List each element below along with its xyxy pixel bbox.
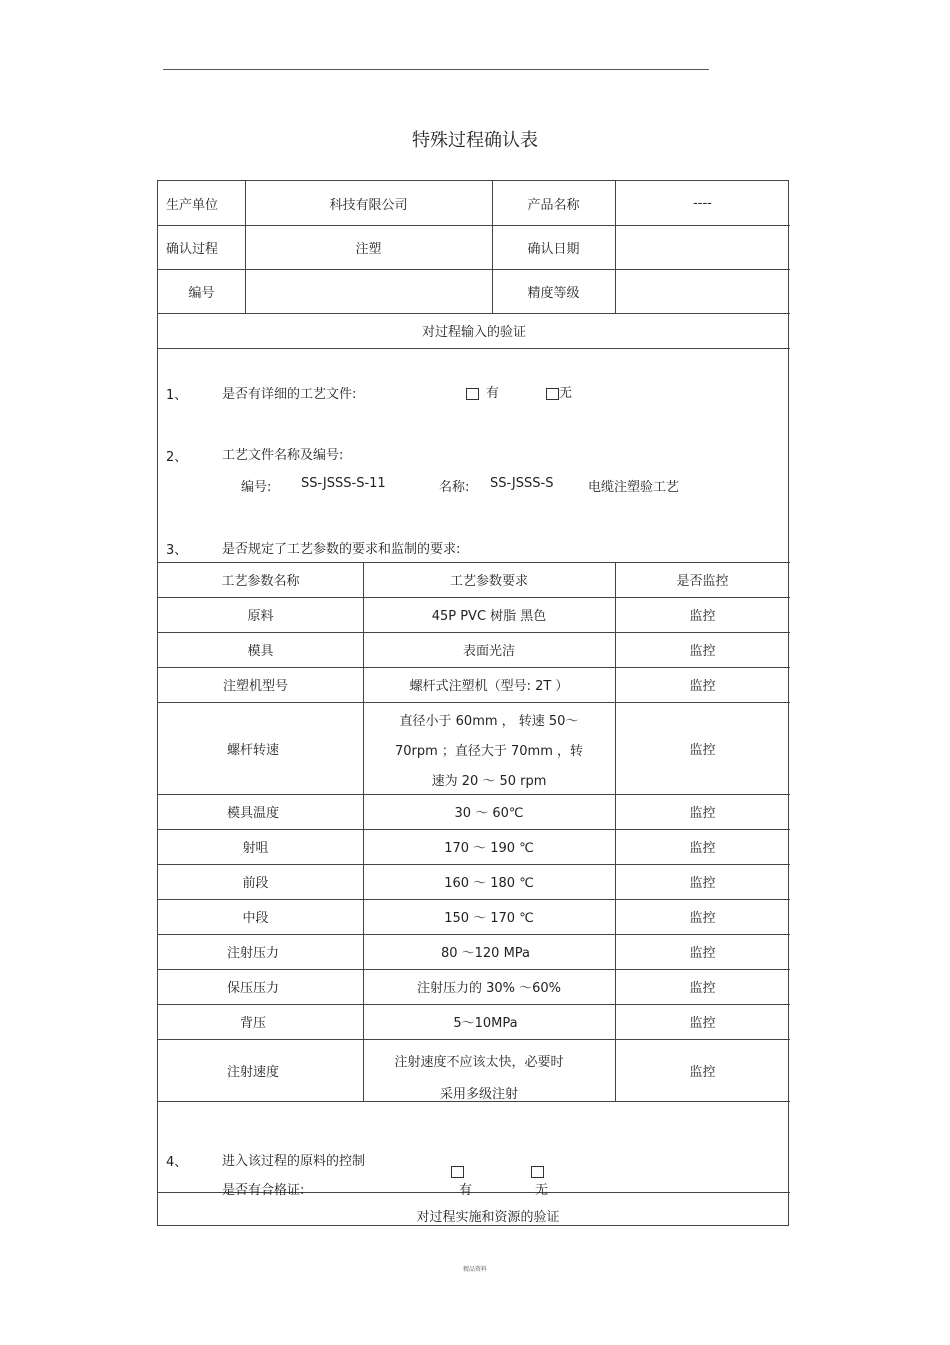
param-monitor: 监控	[689, 1064, 716, 1080]
date-label: 确认日期	[527, 241, 580, 257]
param-monitor: 监控	[689, 876, 716, 891]
param-monitor: 监控	[689, 609, 716, 624]
param-name: 背压	[239, 1016, 266, 1031]
param-monitor: 监控	[689, 1016, 716, 1031]
param-name: 模具温度	[226, 806, 279, 821]
process-label: 确认过程	[166, 241, 219, 257]
input-section-heading: 对过程输入的验证	[421, 325, 526, 340]
param-req: 160 ～ 180 ℃	[444, 876, 534, 891]
q2-name-value: SS-JSSS-S	[490, 476, 554, 491]
param-header-monitor: 是否监控	[676, 574, 729, 589]
param-monitor: 监控	[689, 644, 716, 659]
param-req-line: 速为 20 ～ 50 rpm	[431, 774, 547, 789]
param-name: 中段	[242, 911, 269, 926]
param-req: 170 ～ 190 ℃	[444, 841, 534, 856]
q3-text: 是否规定了工艺参数的要求和监制的要求:	[222, 542, 461, 557]
param-monitor: 监控	[689, 679, 716, 694]
q2-code-value: SS-JSSS-S-11	[301, 476, 386, 491]
param-monitor: 监控	[689, 911, 716, 926]
param-req-multiline	[363, 707, 615, 797]
q1-yes-label: 有	[486, 386, 500, 401]
top-rule	[163, 69, 709, 70]
param-req: 注射压力的 30% ～60%	[416, 981, 562, 996]
param-name: 保压压力	[226, 981, 279, 996]
form-table	[157, 180, 789, 1226]
q1-text: 是否有详细的工艺文件:	[222, 387, 357, 402]
param-monitor: 监控	[689, 806, 716, 821]
param-name: 前段	[242, 876, 269, 891]
param-req: 150 ～ 170 ℃	[444, 911, 534, 926]
param-req-line: 70rpm ；直径大于 70mm ，转	[394, 744, 584, 759]
q4-yes-checkbox[interactable]	[451, 1166, 464, 1178]
param-name: 螺杆转速	[226, 742, 279, 758]
q1-yes-checkbox[interactable]	[466, 388, 479, 400]
q2-name-desc: 电缆注塑验工艺	[588, 480, 680, 495]
q1-no-checkbox[interactable]	[546, 388, 559, 400]
impl-section-heading: 对过程实施和资源的验证	[416, 1209, 560, 1225]
param-name: 射咀	[242, 841, 269, 856]
param-req: 30 ～ 60℃	[454, 806, 524, 821]
q4-no-label: 无	[535, 1183, 549, 1198]
param-req: 表面光洁	[462, 644, 515, 659]
param-header-name: 工艺参数名称	[221, 574, 300, 589]
product-label: 产品名称	[527, 197, 580, 213]
param-req: 45P PVC 树脂 黑色	[431, 609, 547, 624]
q4-no-checkbox[interactable]	[531, 1166, 544, 1178]
q2-number: 2、	[166, 450, 188, 465]
q2-name-label: 名称:	[439, 480, 470, 495]
date-value	[615, 225, 790, 269]
param-name: 模具	[247, 644, 274, 659]
param-monitor: 监控	[689, 841, 716, 856]
footer-note: 精品资料	[462, 1266, 487, 1273]
precision-label: 精度等级	[527, 285, 580, 301]
param-name: 注射速度	[226, 1064, 279, 1080]
param-monitor: 监控	[689, 946, 716, 961]
unit-value: 科技有限公司	[329, 197, 408, 213]
number-value	[245, 269, 492, 313]
param-req: 5～10MPa	[453, 1016, 518, 1031]
q1-no-label: 无	[559, 386, 573, 401]
number-label: 编号	[188, 285, 215, 301]
q4-yes-label: 有	[459, 1183, 473, 1198]
page-title: 特殊过程确认表	[412, 130, 538, 151]
param-req: 螺杆式注塑机（型号: 2T ）	[409, 679, 569, 694]
q2-text: 工艺文件名称及编号:	[222, 448, 344, 463]
param-req-line: 采用多级注射	[439, 1087, 518, 1102]
product-value: ----	[693, 195, 712, 211]
row-divider	[158, 348, 790, 349]
param-name: 原料	[247, 609, 274, 624]
param-monitor: 监控	[689, 981, 716, 996]
param-name: 注射压力	[226, 946, 279, 961]
process-value: 注塑	[355, 241, 382, 257]
param-monitor: 监控	[689, 742, 716, 758]
q4-number: 4、	[166, 1155, 188, 1170]
param-req-line: 注射速度不应该太快，必要时	[394, 1055, 564, 1070]
param-header-req: 工艺参数要求	[449, 574, 528, 589]
q3-number: 3、	[166, 543, 188, 558]
unit-label: 生产单位	[166, 197, 219, 213]
param-req: 80 ～120 MPa	[440, 946, 531, 961]
param-req-multiline	[363, 1047, 595, 1111]
q2-code-label: 编号:	[241, 480, 272, 495]
q1-number: 1、	[166, 388, 188, 403]
q4-sub-text: 是否有合格证:	[222, 1183, 305, 1198]
q4-text: 进入该过程的原料的控制	[222, 1154, 366, 1169]
param-name: 注塑机型号	[222, 679, 288, 694]
param-req-line: 直径小于 60mm ， 转速 50～	[399, 714, 579, 729]
precision-value	[615, 269, 790, 313]
